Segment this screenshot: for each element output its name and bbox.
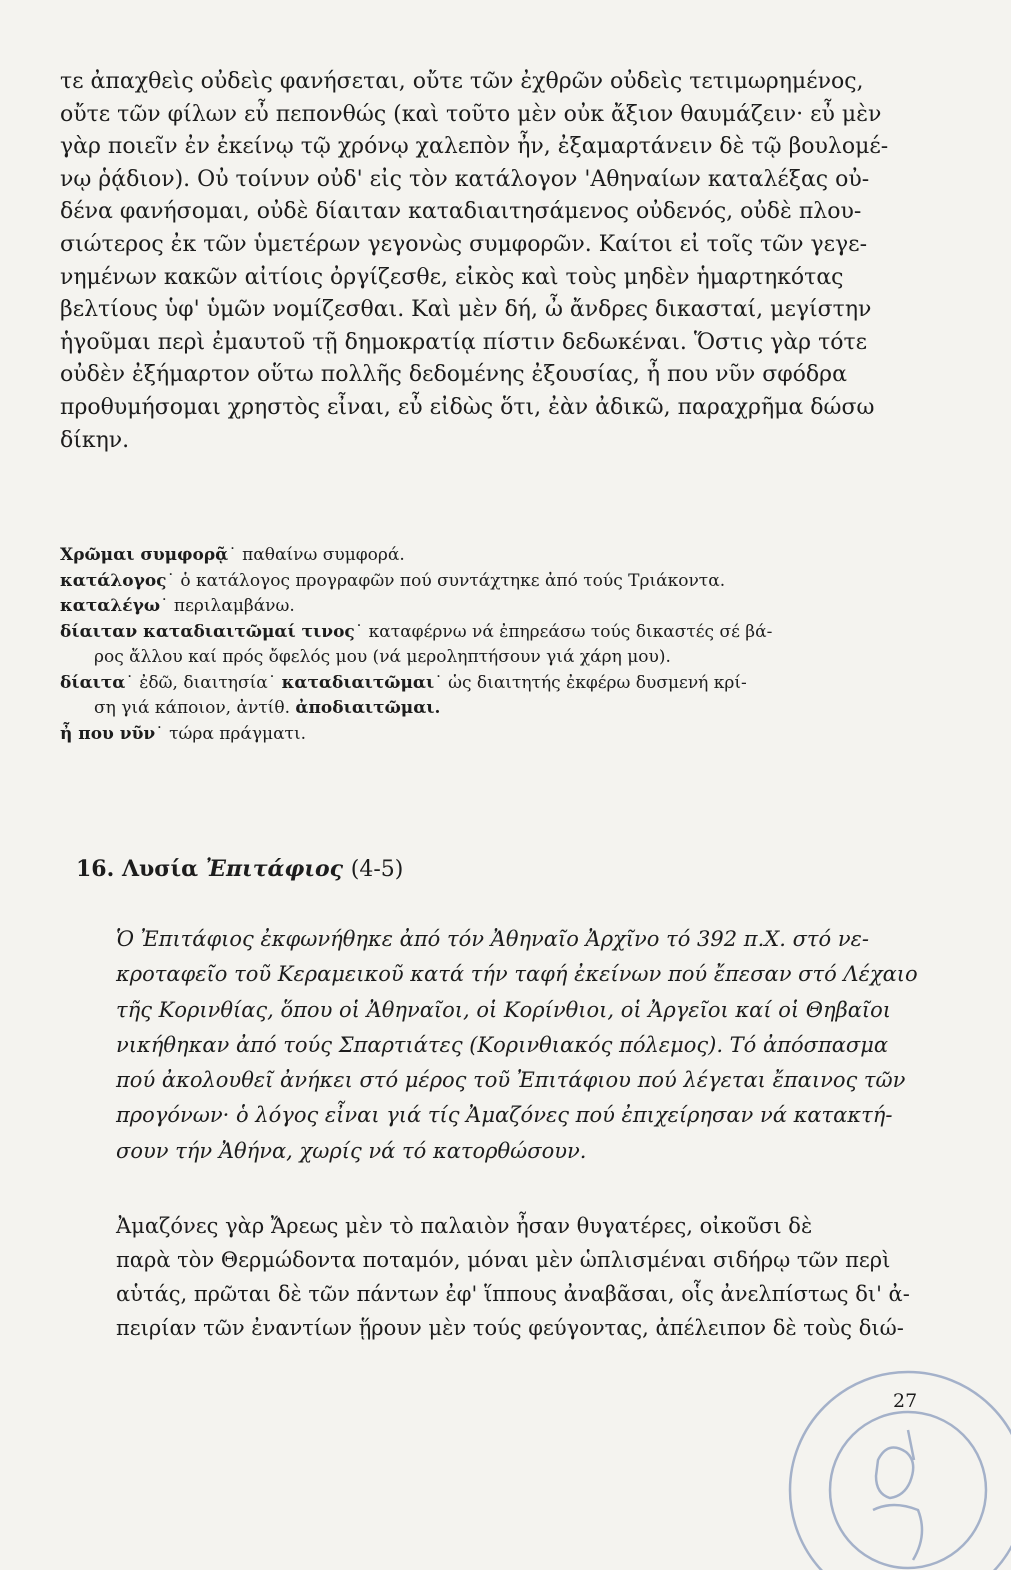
library-stamp — [758, 1370, 1011, 1570]
paragraph-line: νῳ ῥᾴδιον). Οὐ τοίνυν οὐδ' εἰς τὸν κατάλογον 'Αθηναίων καταλέξας οὐ- — [60, 166, 870, 192]
glossary-continuation — [60, 696, 915, 722]
paragraph-line: τε ἀπαχθεὶς οὐδεὶς φανήσεται, οὔτε τῶν ἐχθρῶν οὐδεὶς τετιμωρημένος, — [60, 69, 864, 94]
paragraph-line: οὔτε τῶν φίλων εὖ πεπονθώς (καὶ τοῦτο μὲν οὐκ ἄξιον θαυμάζειν· εὖ μὲν — [60, 101, 882, 127]
paragraph-line: βελτίους ὑφ' ὑμῶν νομίζεσθαι. Καὶ μὲν δή, ὦ ἄνδρες δικασταί, μεγίστην — [60, 297, 872, 323]
section-author: Λυσία — [121, 856, 199, 882]
glossary-entry — [60, 722, 915, 748]
section-introduction — [116, 922, 918, 1169]
section-number: 16. — [76, 856, 115, 882]
section-heading — [76, 856, 403, 882]
glossary-term: κατάλογος — [60, 570, 167, 591]
paragraph-line: οὐδὲν ἐξήμαρτον οὕτω πολλῆς δεδομένης ἐξουσίας, ἦ που νῦν σφόδρα — [60, 362, 847, 388]
glossary-entry — [60, 620, 915, 646]
paragraph-line: προθυμήσομαι χρηστὸς εἶναι, εὖ εἰδὼς ὅτι, ἐὰν ἀδικῶ, παραχρῆμα δώσω — [60, 394, 875, 420]
intro-line: σουν τήν Ἀθήνα, χωρίς νά τό κατορθώσουν. — [116, 1138, 587, 1163]
paragraph-line: νημένων κακῶν αἰτίοις ὀργίζεσθε, εἰκὸς καὶ τοὺς μηδὲν ἡμαρτηκότας — [60, 264, 844, 290]
paragraph-line: σιώτερος ἐκ τῶν ὑμετέρων γεγονὼς συμφορῶν. Καίτοι εἰ τοῖς τῶν γεγε- — [60, 231, 868, 257]
section-range: (4-5) — [350, 857, 404, 882]
intro-line: πού ἀκολουθεῖ ἀνήκει στό μέρος τοῦ Ἐπιτάφιου πού λέγεται ἔπαινος τῶν — [116, 1068, 906, 1093]
paragraph-line: δίκην. — [60, 427, 130, 453]
page-number: 27 — [893, 1390, 918, 1412]
greek-source-text — [116, 1209, 908, 1345]
intro-line: νικήθηκαν ἀπό τούς Σπαρτιάτες (Κορινθιακός πόλεμος). Τό ἀπόσπασμα — [116, 1032, 889, 1057]
intro-line: Ὁ Ἐπιτάφιος ἐκφωνήθηκε ἀπό τόν Ἀθηναῖο Ἀρχῖνο τό 392 π.Χ. στό νε- — [116, 927, 869, 951]
glossary-term: Χρῶμαι συμφορᾷ — [60, 545, 229, 565]
source-line: πειρίαν τῶν ἐναντίων ᾕρουν μὲν τούς φεύγοντας, ἀπέλειπον δὲ τοὺς διώ- — [116, 1316, 904, 1340]
glossary-term: ἀποδιαιτῶμαι. — [295, 698, 441, 718]
glossary-definition: ˙ ὡς διαιτητής ἐκφέρω δυσμενή κρί- — [434, 672, 747, 693]
glossary-definition: ρος ἄλλου καί πρός ὄφελός μου (νά μεροληπτήσουν γιά χάρη μου). — [94, 647, 671, 667]
glossary-term: δίαιτα — [60, 672, 126, 693]
glossary-definition: ˙ ὁ κατάλογος προγραφῶν πού συντάχτηκε ἀπό τούς Τριάκοντα. — [166, 570, 726, 591]
glossary-term: καταλέγω — [60, 596, 161, 616]
intro-line: προγόνων· ὁ λόγος εἶναι γιά τίς Ἀμαζόνες πού ἐπιχείρησαν νά κατακτή- — [116, 1103, 893, 1128]
glossary-entry — [60, 569, 915, 595]
source-line: αὑτάς, πρῶται δὲ τῶν πάντων ἐφ' ἵππους ἀναβᾶσαι, οἷς ἀνελπίστως δι' ἀ- — [116, 1282, 910, 1306]
intro-line: κροταφεῖο τοῦ Κεραμεικοῦ κατά τήν ταφή ἐκείνων πού ἔπεσαν στό Λέχαιο — [116, 962, 918, 987]
glossary-definition: ˙ παθαίνω συμφορά. — [228, 545, 405, 565]
section-work-title: Ἐπιτάφιος — [205, 856, 344, 882]
glossary-continuation — [60, 645, 915, 671]
glossary-term: καταδιαιτῶμαι — [281, 672, 435, 693]
glossary-definition: ˙ καταφέρνω νά ἐπηρεάσω τούς δικαστές σέ βά- — [354, 621, 773, 642]
source-line: παρὰ τὸν Θερμώδοντα ποταμόν, μόναι μὲν ὡπλισμέναι σιδήρῳ τῶν περὶ — [116, 1248, 891, 1272]
glossary-term: δίαιταν καταδιαιτῶμαί τινος — [60, 621, 355, 642]
glossary-definition: ˙ περιλαμβάνω. — [160, 596, 295, 616]
glossary-entry — [60, 543, 915, 569]
glossary-entry — [60, 671, 915, 697]
intro-line: τῆς Κορινθίας, ὅπου οἱ Ἀθηναῖοι, οἱ Κορίνθιοι, οἱ Ἀργεῖοι καί οἱ Θηβαῖοι — [116, 997, 892, 1022]
paragraph-line: ἡγοῦμαι περὶ ἐμαυτοῦ τῇ δημοκρατίᾳ πίστιν δεδωκέναι. Ὅστις γὰρ τότε — [60, 329, 868, 355]
source-line: Ἀμαζόνες γὰρ Ἄρεως μὲν τὸ παλαιὸν ἦσαν θυγατέρες, οἰκοῦσι δὲ — [116, 1214, 813, 1238]
glossary — [60, 543, 915, 747]
glossary-entry — [60, 594, 915, 620]
paragraph-line: δένα φανήσομαι, οὐδὲ δίαιταν καταδιαιτησάμενος οὐδενός, οὐδὲ πλου- — [60, 199, 862, 225]
glossary-definition: ση γιά κάποιον, ἀντίθ. — [94, 698, 290, 718]
glossary-definition: ˙ ἐδῶ, διαιτησία˙ — [125, 672, 277, 693]
glossary-definition: ˙ τώρα πράγματι. — [155, 723, 307, 744]
glossary-term: ἦ που νῦν — [60, 723, 156, 744]
main-greek-paragraph — [60, 66, 915, 457]
paragraph-line: γὰρ ποιεῖν ἐν ἐκείνῳ τῷ χρόνῳ χαλεπὸν ἦν, ἐξαμαρτάνειν δὲ τῷ βουλομέ- — [60, 134, 889, 160]
